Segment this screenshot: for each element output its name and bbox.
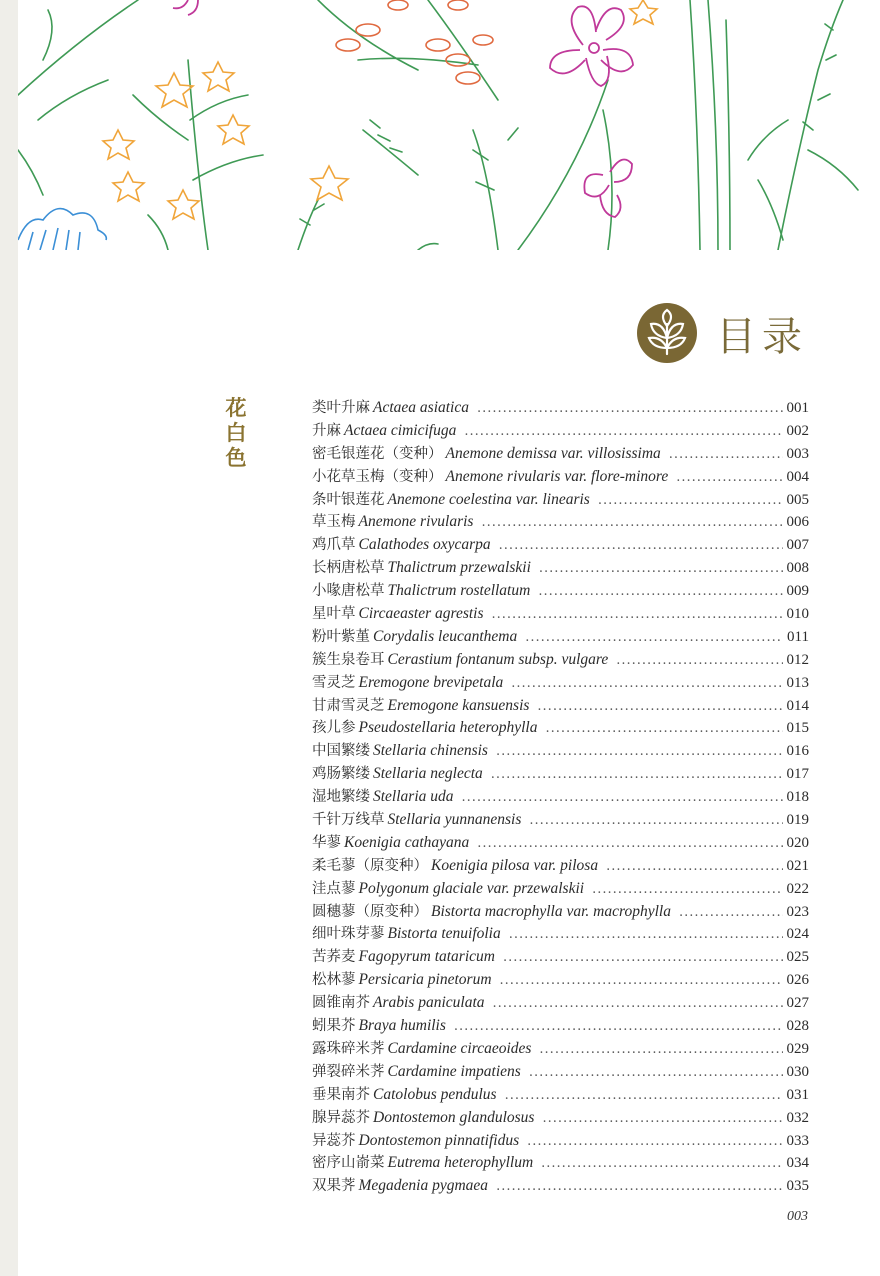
leader-dots — [454, 1019, 783, 1034]
chinese-name: 圆穗蓼（原变种） — [312, 903, 428, 920]
latin-name: Koenigia cathayana — [344, 833, 470, 851]
latin-name: Catolobus pendulus — [373, 1085, 497, 1103]
leader-dots — [679, 905, 783, 920]
leader-dots — [527, 1134, 782, 1149]
latin-name: Cardamine impatiens — [387, 1062, 521, 1080]
wildflower-line-art — [18, 0, 880, 250]
page-title: 目录 — [716, 313, 808, 360]
latin-name: Anemone coelestina var. linearis — [387, 490, 590, 508]
toc-entry[interactable] — [312, 488, 809, 511]
latin-name: Braya humilis — [358, 1017, 446, 1035]
toc-entry-name — [312, 991, 485, 1012]
leader-dots — [493, 996, 783, 1011]
leader-dots — [669, 447, 783, 462]
chinese-name: 密序山嵛菜 — [312, 1155, 385, 1172]
leader-dots — [539, 1042, 782, 1057]
toc-entry-name — [312, 877, 584, 898]
chinese-name: 细叶珠芽蓼 — [312, 926, 385, 943]
leader-dots — [542, 1111, 782, 1126]
toc-page-number: 017 — [786, 766, 809, 783]
chinese-name: 密毛银莲花（变种） — [312, 445, 443, 462]
toc-entry-name — [312, 396, 469, 417]
latin-name: Eremogone brevipetala — [358, 673, 504, 691]
toc-entry-name — [312, 694, 529, 715]
latin-name: Fagopyrum tataricum — [358, 948, 495, 966]
chinese-name: 孩儿参 — [312, 720, 356, 737]
toc-entry-name — [312, 1106, 534, 1127]
toc-entry-name — [312, 762, 483, 783]
chinese-name: 类叶升麻 — [312, 400, 370, 416]
leader-dots — [539, 561, 783, 576]
toc-page-number: 019 — [786, 812, 809, 829]
latin-name: Stellaria neglecta — [373, 765, 483, 783]
leader-dots — [529, 1065, 783, 1080]
toc-entry[interactable] — [312, 716, 809, 739]
latin-name: Corydalis leucanthema — [373, 627, 518, 645]
latin-name: Stellaria chinensis — [373, 742, 488, 760]
leader-dots — [481, 515, 782, 530]
chinese-name: 长柄唐松草 — [312, 560, 385, 577]
toc-entry[interactable] — [312, 1129, 809, 1152]
latin-name: Megadenia pygmaea — [358, 1177, 489, 1195]
chinese-name: 鸡肠繁缕 — [312, 766, 370, 783]
toc-page-number: 022 — [786, 880, 809, 897]
toc-entry-name — [312, 556, 531, 577]
latin-name: Pseudostellaria heterophylla — [358, 719, 538, 737]
toc-page-number: 028 — [786, 1018, 809, 1035]
chinese-name: 松林蓼 — [312, 972, 356, 989]
toc-page-number: 010 — [786, 606, 809, 623]
toc-page-number: 007 — [786, 537, 809, 554]
toc-entry-name — [312, 533, 491, 554]
toc-page-number: 021 — [786, 857, 809, 874]
latin-name: Cerastium fontanum subsp. vulgare — [387, 650, 609, 668]
toc-page-number: 015 — [786, 720, 809, 737]
toc-page-number: 011 — [787, 628, 809, 645]
toc-entry-name — [312, 1083, 497, 1104]
toc-entry-name — [312, 1014, 446, 1035]
toc-entry-name — [312, 1129, 519, 1150]
toc-entry[interactable] — [312, 671, 809, 694]
toc-entry[interactable] — [312, 1083, 809, 1106]
latin-name: Eutrema heterophyllum — [387, 1154, 534, 1172]
toc-page-number: 025 — [786, 949, 809, 966]
chinese-name: 洼点蓼 — [312, 880, 356, 897]
toc-entry[interactable] — [312, 762, 809, 785]
toc-entry-name — [312, 922, 501, 943]
toc-page-number: 013 — [786, 674, 809, 691]
toc-page-number: 023 — [786, 903, 809, 920]
leaf-logo-icon — [636, 302, 698, 364]
chinese-name: 雪灵芝 — [312, 674, 356, 691]
toc-entry[interactable] — [312, 396, 809, 419]
toc-entry[interactable] — [312, 579, 809, 602]
toc-entry[interactable] — [312, 1106, 809, 1129]
toc-entry[interactable] — [312, 1060, 809, 1083]
leader-dots — [606, 859, 782, 874]
latin-name: Anemone rivularis var. flore-minore — [445, 467, 669, 485]
leader-dots — [500, 973, 783, 988]
chinese-name: 腺异蕊芥 — [312, 1109, 370, 1126]
latin-name: Arabis paniculata — [373, 994, 485, 1012]
latin-name: Anemone demissa var. villosissima — [445, 444, 661, 462]
toc-entry-name — [312, 1037, 531, 1058]
leader-dots — [477, 836, 782, 851]
toc-entry-name — [312, 1151, 533, 1172]
latin-name: Eremogone kansuensis — [387, 696, 530, 714]
chinese-name: 甘肃雪灵芝 — [312, 697, 385, 714]
latin-name: Bistorta tenuifolia — [387, 925, 501, 943]
latin-name: Bistorta macrophylla var. macrophylla — [431, 902, 671, 920]
chinese-name: 垂果南芥 — [312, 1086, 370, 1103]
toc-page-number: 018 — [786, 789, 809, 806]
toc-page-number: 016 — [786, 743, 809, 760]
latin-name: Stellaria uda — [373, 788, 454, 806]
chinese-name: 千针万线草 — [312, 812, 385, 829]
chinese-name: 中国繁缕 — [312, 743, 370, 760]
toc-page-number: 035 — [786, 1178, 809, 1195]
toc-entry[interactable] — [312, 968, 809, 991]
table-of-contents — [312, 396, 809, 1197]
toc-entry[interactable] — [312, 1151, 809, 1174]
toc-entry-name — [312, 510, 473, 531]
toc-entry[interactable] — [312, 991, 809, 1014]
toc-entry[interactable] — [312, 465, 809, 488]
leader-dots — [598, 493, 783, 508]
toc-entry[interactable] — [312, 625, 809, 648]
leader-dots — [492, 607, 783, 622]
toc-entry[interactable] — [312, 1014, 809, 1037]
toc-entry-name — [312, 648, 608, 669]
toc-page-number: 001 — [786, 400, 809, 416]
leader-dots — [462, 790, 783, 805]
chinese-name: 华蓼 — [312, 834, 341, 851]
toc-entry[interactable] — [312, 808, 809, 831]
toc-page-number: 005 — [786, 491, 809, 508]
toc-entry-name — [312, 602, 484, 623]
toc-entry-name — [312, 419, 456, 440]
toc-entry-name — [312, 465, 668, 486]
toc-entry-name — [312, 945, 495, 966]
latin-name: Calathodes oxycarpa — [358, 536, 491, 554]
leader-dots — [503, 950, 783, 965]
toc-page-number: 031 — [786, 1086, 809, 1103]
toc-page-number: 009 — [786, 583, 809, 600]
latin-name: Thalictrum przewalskii — [387, 559, 531, 577]
toc-entry[interactable] — [312, 922, 809, 945]
page-margin-strip — [0, 0, 18, 1276]
leader-dots — [491, 767, 783, 782]
chinese-name: 湿地繁缕 — [312, 789, 370, 806]
toc-page-number: 026 — [786, 972, 809, 989]
toc-page-number: 032 — [786, 1109, 809, 1126]
latin-name: Actaea cimicifuga — [344, 421, 457, 439]
toc-entry-name — [312, 579, 530, 600]
chinese-name: 圆锥南芥 — [312, 995, 370, 1012]
toc-entry-name — [312, 442, 661, 463]
toc-entry-name — [312, 968, 492, 989]
latin-name: Anemone rivularis — [358, 513, 474, 531]
latin-name: Circaeaster agrestis — [358, 605, 484, 623]
leader-dots — [464, 424, 782, 439]
chinese-name: 异蕊芥 — [312, 1132, 356, 1149]
toc-page-number: 027 — [786, 995, 809, 1012]
toc-entry-name — [312, 808, 521, 829]
latin-name: Persicaria pinetorum — [358, 971, 492, 989]
leader-dots — [537, 699, 782, 714]
leader-dots — [499, 538, 783, 553]
toc-entry[interactable] — [312, 1037, 809, 1060]
leader-dots — [505, 1088, 783, 1103]
chinese-name: 小喙唐松草 — [312, 583, 385, 600]
latin-name: Actaea asiatica — [373, 399, 469, 416]
latin-name: Dontostemon pinnatifidus — [358, 1131, 520, 1149]
toc-entry[interactable] — [312, 945, 809, 968]
leader-dots — [545, 721, 782, 736]
toc-page-number: 029 — [786, 1040, 809, 1057]
chinese-name: 苦荞麦 — [312, 949, 356, 966]
toc-entry-name — [312, 671, 503, 692]
toc-entry-name — [312, 831, 469, 852]
latin-name: Cardamine circaeoides — [387, 1039, 532, 1057]
page-number: 003 — [787, 1209, 808, 1224]
leader-dots — [541, 1156, 782, 1171]
chinese-name: 星叶草 — [312, 606, 356, 623]
chinese-name: 小花草玉梅（变种） — [312, 468, 443, 485]
leader-dots — [525, 630, 783, 645]
latin-name: Koenigia pilosa var. pilosa — [431, 856, 599, 874]
botanical-illustration-banner — [18, 0, 880, 250]
toc-entry[interactable] — [312, 831, 809, 854]
toc-page-number: 020 — [786, 834, 809, 851]
chinese-name: 蚓果芥 — [312, 1018, 356, 1035]
leader-dots — [496, 1179, 782, 1194]
leader-dots — [529, 813, 782, 828]
leader-dots — [592, 882, 782, 897]
chinese-name: 柔毛蓼（原变种） — [312, 857, 428, 874]
toc-entry[interactable] — [312, 739, 809, 762]
toc-entry[interactable] — [312, 785, 809, 808]
toc-entry[interactable] — [312, 648, 809, 671]
toc-entry[interactable] — [312, 419, 809, 442]
chinese-name: 条叶银莲花 — [312, 491, 385, 508]
leader-dots — [511, 676, 782, 691]
toc-page-number: 034 — [786, 1155, 809, 1172]
chinese-name: 鸡爪草 — [312, 537, 356, 554]
toc-entry[interactable] — [312, 877, 809, 900]
toc-entry[interactable] — [312, 602, 809, 625]
toc-entry-name — [312, 785, 454, 806]
toc-header — [636, 302, 808, 364]
toc-page-number: 002 — [786, 422, 809, 439]
toc-entry-name — [312, 900, 671, 921]
toc-page-number: 014 — [786, 697, 809, 714]
toc-page-number: 003 — [786, 445, 809, 462]
toc-entry-name — [312, 488, 590, 509]
chinese-name: 粉叶紫堇 — [312, 628, 370, 645]
toc-entry[interactable] — [312, 854, 809, 877]
latin-name: Stellaria yunnanensis — [387, 811, 522, 829]
toc-page-number: 008 — [786, 560, 809, 577]
latin-name: Thalictrum rostellatum — [387, 582, 531, 600]
toc-entry-name — [312, 716, 537, 737]
toc-page-number: 004 — [786, 468, 809, 485]
toc-entry-name — [312, 739, 488, 760]
chinese-name: 簇生泉卷耳 — [312, 651, 385, 668]
leader-dots — [676, 470, 782, 485]
latin-name: Dontostemon glandulosus — [373, 1108, 535, 1126]
toc-entry-name — [312, 625, 517, 646]
chinese-name: 露珠碎米荠 — [312, 1040, 385, 1057]
toc-entry-name — [312, 1174, 488, 1195]
toc-entry[interactable] — [312, 1174, 809, 1197]
toc-page-number: 012 — [786, 651, 809, 668]
toc-entry[interactable] — [312, 533, 809, 556]
leader-dots — [496, 744, 783, 759]
toc-entry-name — [312, 1060, 521, 1081]
leader-dots — [538, 584, 782, 599]
chinese-name: 升麻 — [312, 422, 341, 439]
leader-dots — [616, 653, 782, 668]
toc-entry[interactable] — [312, 900, 809, 923]
latin-name: Polygonum glaciale var. przewalskii — [358, 879, 585, 897]
chinese-name: 草玉梅 — [312, 514, 356, 531]
chinese-name: 双果荠 — [312, 1178, 356, 1195]
leader-dots — [509, 927, 783, 942]
toc-page-number: 033 — [786, 1132, 809, 1149]
toc-entry[interactable] — [312, 510, 809, 533]
toc-page-number: 024 — [786, 926, 809, 943]
section-label-white-flowers: 花白色 — [225, 396, 247, 470]
toc-page-number: 030 — [786, 1063, 809, 1080]
toc-entry[interactable] — [312, 694, 809, 717]
toc-entry[interactable] — [312, 556, 809, 579]
toc-entry-name — [312, 854, 598, 875]
chinese-name: 弹裂碎米荠 — [312, 1063, 385, 1080]
leader-dots — [477, 401, 783, 416]
toc-entry[interactable] — [312, 442, 809, 465]
toc-page-number: 006 — [786, 514, 809, 531]
